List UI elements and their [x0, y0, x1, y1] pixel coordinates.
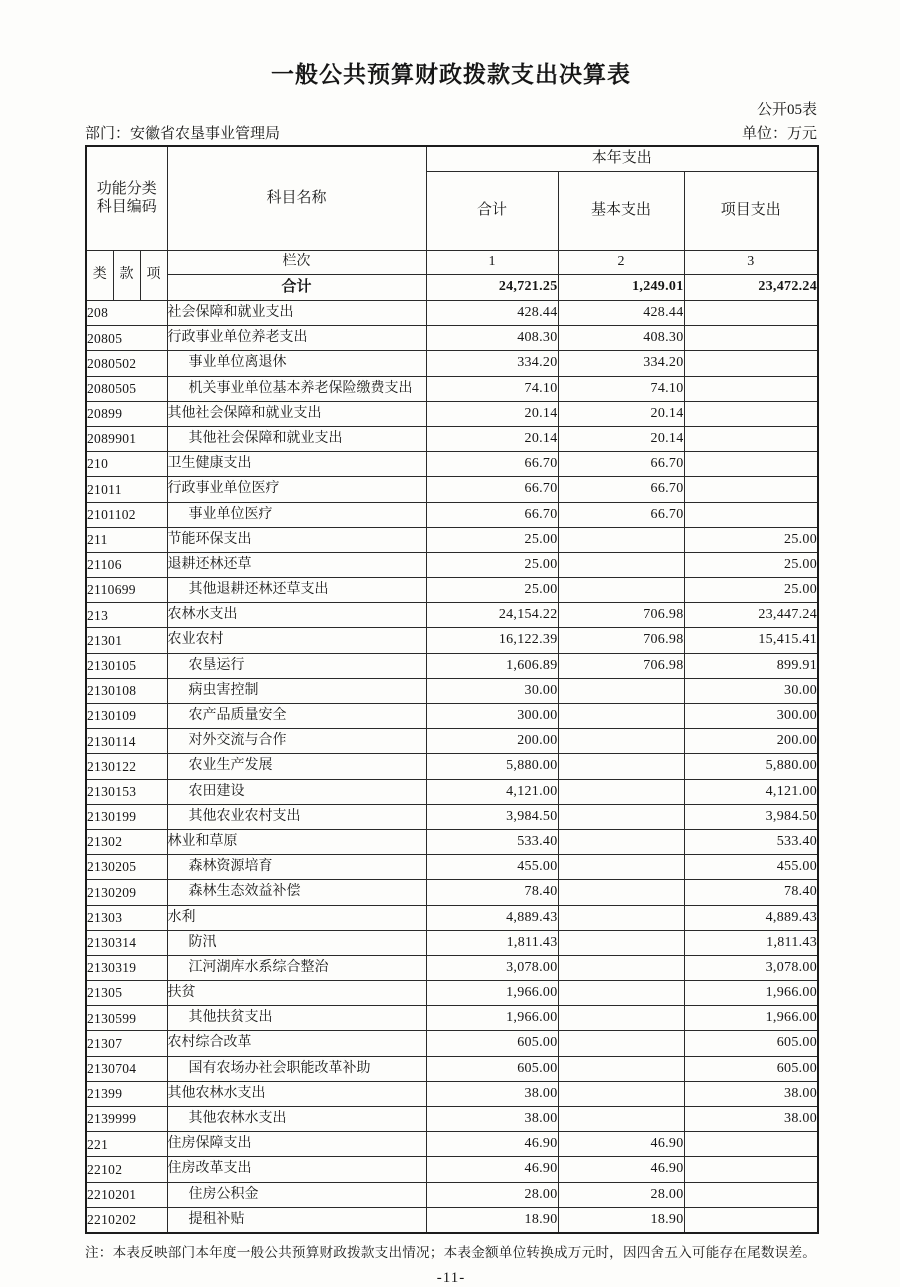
header-code-lei: 类 [86, 251, 113, 301]
unit-label: 单位：万元 [741, 126, 817, 142]
table-row [86, 1031, 818, 1056]
row-total-amount: 4,121.00 [426, 779, 558, 804]
row-code: 2130114 [86, 729, 167, 754]
row-basic-amount [558, 729, 684, 754]
row-code: 2130209 [86, 880, 167, 905]
table-note: 注：本表反映部门本年度一般公共预算财政拨款支出情况；本表金额单位转换成万元时，因四舍五入可能存在尾数误差。 [85, 1244, 817, 1260]
row-code: 2210201 [86, 1182, 167, 1207]
row-basic-amount [558, 527, 684, 552]
row-code: 21303 [86, 905, 167, 930]
row-code: 208 [86, 301, 167, 326]
row-project-amount [684, 301, 818, 326]
row-code: 2130314 [86, 930, 167, 955]
header-subject-name: 科目名称 [167, 146, 426, 251]
row-total-amount: 1,966.00 [426, 1006, 558, 1031]
table-row [86, 527, 818, 552]
lanci-label: 栏次 [167, 251, 426, 275]
row-basic-amount: 66.70 [558, 477, 684, 502]
row-total-amount: 25.00 [426, 578, 558, 603]
row-code: 2130109 [86, 704, 167, 729]
row-total-amount: 25.00 [426, 527, 558, 552]
row-subject-name: 其他社会保障和就业支出 [167, 426, 426, 451]
row-project-amount: 605.00 [684, 1056, 818, 1081]
row-total-amount: 66.70 [426, 452, 558, 477]
table-row [86, 1157, 818, 1182]
row-subject-name: 退耕还林还草 [167, 552, 426, 577]
table-row [86, 628, 818, 653]
table-row [86, 779, 818, 804]
row-subject-name: 水利 [167, 905, 426, 930]
table-row [86, 930, 818, 955]
row-subject-name: 农业农村 [167, 628, 426, 653]
row-basic-amount: 706.98 [558, 628, 684, 653]
lanci-col-2: 2 [558, 251, 684, 275]
table-row [86, 880, 818, 905]
row-basic-amount [558, 829, 684, 854]
row-project-amount [684, 1157, 818, 1182]
header-code-line2: 科目编码 [96, 198, 157, 215]
row-total-amount: 30.00 [426, 678, 558, 703]
row-total-amount: 3,078.00 [426, 955, 558, 980]
table-row [86, 855, 818, 880]
row-code: 2130599 [86, 1006, 167, 1031]
row-total-amount: 300.00 [426, 704, 558, 729]
table-row [86, 603, 818, 628]
table-row [86, 401, 818, 426]
row-subject-name: 节能环保支出 [167, 527, 426, 552]
row-code: 21011 [86, 477, 167, 502]
row-subject-name: 其他扶贫支出 [167, 1006, 426, 1031]
table-row [86, 1182, 818, 1207]
table-body [86, 301, 818, 1233]
row-subject-name: 农垦运行 [167, 653, 426, 678]
row-code: 2101102 [86, 502, 167, 527]
grand-total-basic: 1,249.01 [558, 275, 684, 301]
row-subject-name: 森林生态效益补偿 [167, 880, 426, 905]
table-row [86, 552, 818, 577]
row-basic-amount: 706.98 [558, 653, 684, 678]
table-row [86, 1107, 818, 1132]
header-code-kuan: 款 [113, 251, 140, 301]
row-subject-name: 其他农业农村支出 [167, 804, 426, 829]
row-basic-amount: 706.98 [558, 603, 684, 628]
row-basic-amount: 74.10 [558, 376, 684, 401]
row-subject-name: 社会保障和就业支出 [167, 301, 426, 326]
form-code-label: 公开05表 [756, 102, 817, 118]
header-row-group [86, 146, 818, 172]
row-basic-amount [558, 880, 684, 905]
row-basic-amount: 408.30 [558, 326, 684, 351]
row-total-amount: 605.00 [426, 1056, 558, 1081]
row-project-amount: 1,811.43 [684, 930, 818, 955]
table-row [86, 477, 818, 502]
table-row [86, 351, 818, 376]
row-basic-amount: 428.44 [558, 301, 684, 326]
row-code: 213 [86, 603, 167, 628]
row-project-amount: 4,121.00 [684, 779, 818, 804]
row-project-amount [684, 351, 818, 376]
header-col-project: 项目支出 [684, 172, 818, 251]
row-basic-amount: 334.20 [558, 351, 684, 376]
table-row [86, 301, 818, 326]
table-row [86, 729, 818, 754]
row-total-amount: 46.90 [426, 1157, 558, 1182]
row-project-amount: 605.00 [684, 1031, 818, 1056]
row-code: 210 [86, 452, 167, 477]
row-project-amount [684, 1207, 818, 1233]
row-code: 20805 [86, 326, 167, 351]
row-total-amount: 5,880.00 [426, 754, 558, 779]
row-code: 221 [86, 1132, 167, 1157]
row-basic-amount [558, 1056, 684, 1081]
header-row-lanci [86, 251, 818, 275]
row-basic-amount [558, 955, 684, 980]
row-total-amount: 18.90 [426, 1207, 558, 1233]
row-basic-amount [558, 981, 684, 1006]
row-total-amount: 66.70 [426, 502, 558, 527]
row-project-amount [684, 376, 818, 401]
table-row [86, 326, 818, 351]
row-subject-name: 机关事业单位基本养老保险缴费支出 [167, 376, 426, 401]
row-basic-amount: 66.70 [558, 502, 684, 527]
row-total-amount: 408.30 [426, 326, 558, 351]
row-project-amount: 899.91 [684, 653, 818, 678]
row-total-amount: 4,889.43 [426, 905, 558, 930]
document-content [85, 0, 817, 1287]
page-number: -11- [436, 1269, 466, 1286]
row-subject-name: 行政事业单位养老支出 [167, 326, 426, 351]
table-row [86, 376, 818, 401]
row-total-amount: 38.00 [426, 1107, 558, 1132]
row-subject-name: 住房改革支出 [167, 1157, 426, 1182]
row-subject-name: 农田建设 [167, 779, 426, 804]
row-project-amount [684, 401, 818, 426]
row-code: 2080502 [86, 351, 167, 376]
row-basic-amount [558, 704, 684, 729]
department-label: 部门：安徽省农垦事业管理局 [85, 126, 281, 142]
row-project-amount [684, 502, 818, 527]
row-subject-name: 林业和草原 [167, 829, 426, 854]
row-project-amount [684, 426, 818, 451]
table-row [86, 704, 818, 729]
row-total-amount: 533.40 [426, 829, 558, 854]
row-basic-amount [558, 804, 684, 829]
table-row [86, 426, 818, 451]
row-code: 2130199 [86, 804, 167, 829]
row-subject-name: 事业单位医疗 [167, 502, 426, 527]
header-code-column [86, 146, 167, 251]
row-code: 2130105 [86, 653, 167, 678]
row-subject-name: 行政事业单位医疗 [167, 477, 426, 502]
row-basic-amount: 20.14 [558, 426, 684, 451]
row-code: 21399 [86, 1081, 167, 1106]
row-subject-name: 江河湖库水系综合整治 [167, 955, 426, 980]
row-project-amount: 1,966.00 [684, 1006, 818, 1031]
expenditure-table [85, 145, 819, 1234]
row-subject-name: 农村综合改革 [167, 1031, 426, 1056]
row-total-amount: 1,606.89 [426, 653, 558, 678]
header-current-year-group: 本年支出 [426, 146, 818, 172]
header-code-line1: 功能分类 [96, 181, 157, 198]
row-basic-amount [558, 930, 684, 955]
lanci-col-3: 3 [684, 251, 818, 275]
row-code: 21307 [86, 1031, 167, 1056]
row-project-amount: 23,447.24 [684, 603, 818, 628]
row-subject-name: 病虫害控制 [167, 678, 426, 703]
table-row [86, 1081, 818, 1106]
row-basic-amount [558, 1107, 684, 1132]
row-project-amount: 25.00 [684, 527, 818, 552]
row-code: 2130205 [86, 855, 167, 880]
row-code: 211 [86, 527, 167, 552]
table-row [86, 678, 818, 703]
row-code: 2130704 [86, 1056, 167, 1081]
table-row [86, 905, 818, 930]
grand-total-label: 合计 [167, 275, 426, 301]
header-col-basic: 基本支出 [558, 172, 684, 251]
row-basic-amount: 66.70 [558, 452, 684, 477]
row-project-amount: 3,078.00 [684, 955, 818, 980]
row-project-amount [684, 326, 818, 351]
header-col-total: 合计 [426, 172, 558, 251]
row-basic-amount: 28.00 [558, 1182, 684, 1207]
row-subject-name: 其他社会保障和就业支出 [167, 401, 426, 426]
row-total-amount: 25.00 [426, 552, 558, 577]
row-project-amount: 38.00 [684, 1081, 818, 1106]
row-subject-name: 农林水支出 [167, 603, 426, 628]
table-row [86, 955, 818, 980]
table-row [86, 502, 818, 527]
row-project-amount: 5,880.00 [684, 754, 818, 779]
meta-row [85, 122, 817, 143]
row-code: 2130319 [86, 955, 167, 980]
row-code: 20899 [86, 401, 167, 426]
row-total-amount: 46.90 [426, 1132, 558, 1157]
lanci-col-1: 1 [426, 251, 558, 275]
row-project-amount [684, 1132, 818, 1157]
row-subject-name: 其他退耕还林还草支出 [167, 578, 426, 603]
page-title: 一般公共预算财政拨款支出决算表 [271, 62, 631, 87]
row-total-amount: 334.20 [426, 351, 558, 376]
row-total-amount: 66.70 [426, 477, 558, 502]
row-subject-name: 森林资源培育 [167, 855, 426, 880]
grand-total-total: 24,721.25 [426, 275, 558, 301]
row-project-amount: 200.00 [684, 729, 818, 754]
table-row [86, 578, 818, 603]
row-project-amount: 25.00 [684, 552, 818, 577]
row-basic-amount [558, 905, 684, 930]
row-subject-name: 住房保障支出 [167, 1132, 426, 1157]
row-project-amount: 78.40 [684, 880, 818, 905]
row-basic-amount [558, 754, 684, 779]
row-total-amount: 1,811.43 [426, 930, 558, 955]
row-project-amount: 1,966.00 [684, 981, 818, 1006]
row-subject-name: 其他农林水支出 [167, 1081, 426, 1106]
grand-total-row [86, 275, 818, 301]
row-project-amount: 455.00 [684, 855, 818, 880]
row-project-amount: 15,415.41 [684, 628, 818, 653]
table-row [86, 452, 818, 477]
row-total-amount: 78.40 [426, 880, 558, 905]
row-code: 2130122 [86, 754, 167, 779]
row-total-amount: 1,966.00 [426, 981, 558, 1006]
row-basic-amount [558, 552, 684, 577]
row-code: 2089901 [86, 426, 167, 451]
row-code: 21301 [86, 628, 167, 653]
row-subject-name: 事业单位离退休 [167, 351, 426, 376]
row-subject-name: 对外交流与合作 [167, 729, 426, 754]
table-row [86, 1056, 818, 1081]
row-project-amount: 3,984.50 [684, 804, 818, 829]
row-basic-amount: 46.90 [558, 1132, 684, 1157]
row-project-amount [684, 1182, 818, 1207]
row-project-amount: 30.00 [684, 678, 818, 703]
table-row [86, 754, 818, 779]
row-total-amount: 16,122.39 [426, 628, 558, 653]
row-project-amount: 38.00 [684, 1107, 818, 1132]
row-basic-amount [558, 578, 684, 603]
table-row [86, 829, 818, 854]
row-code: 2080505 [86, 376, 167, 401]
row-basic-amount: 18.90 [558, 1207, 684, 1233]
row-subject-name: 国有农场办社会职能改革补助 [167, 1056, 426, 1081]
table-row [86, 1006, 818, 1031]
row-basic-amount [558, 855, 684, 880]
row-total-amount: 428.44 [426, 301, 558, 326]
row-code: 21305 [86, 981, 167, 1006]
row-subject-name: 防汛 [167, 930, 426, 955]
row-total-amount: 38.00 [426, 1081, 558, 1106]
row-total-amount: 20.14 [426, 401, 558, 426]
row-total-amount: 28.00 [426, 1182, 558, 1207]
row-subject-name: 扶贫 [167, 981, 426, 1006]
header-code-xiang: 项 [140, 251, 167, 301]
row-code: 2110699 [86, 578, 167, 603]
row-basic-amount [558, 779, 684, 804]
row-project-amount: 25.00 [684, 578, 818, 603]
row-subject-name: 农产品质量安全 [167, 704, 426, 729]
row-project-amount: 4,889.43 [684, 905, 818, 930]
row-code: 22102 [86, 1157, 167, 1182]
row-code: 2130153 [86, 779, 167, 804]
row-subject-name: 其他农林水支出 [167, 1107, 426, 1132]
row-total-amount: 20.14 [426, 426, 558, 451]
row-total-amount: 3,984.50 [426, 804, 558, 829]
row-project-amount [684, 452, 818, 477]
table-row [86, 1207, 818, 1233]
grand-total-project: 23,472.24 [684, 275, 818, 301]
row-total-amount: 200.00 [426, 729, 558, 754]
row-total-amount: 455.00 [426, 855, 558, 880]
row-subject-name: 提租补贴 [167, 1207, 426, 1233]
row-basic-amount [558, 1081, 684, 1106]
row-code: 21106 [86, 552, 167, 577]
row-basic-amount [558, 1031, 684, 1056]
row-basic-amount [558, 1006, 684, 1031]
row-code: 21302 [86, 829, 167, 854]
row-total-amount: 74.10 [426, 376, 558, 401]
row-code: 2139999 [86, 1107, 167, 1132]
row-total-amount: 605.00 [426, 1031, 558, 1056]
row-project-amount: 533.40 [684, 829, 818, 854]
row-total-amount: 24,154.22 [426, 603, 558, 628]
row-code: 2210202 [86, 1207, 167, 1233]
row-code: 2130108 [86, 678, 167, 703]
table-row [86, 981, 818, 1006]
row-subject-name: 卫生健康支出 [167, 452, 426, 477]
row-project-amount: 300.00 [684, 704, 818, 729]
row-basic-amount: 46.90 [558, 1157, 684, 1182]
table-row [86, 1132, 818, 1157]
row-project-amount [684, 477, 818, 502]
row-subject-name: 住房公积金 [167, 1182, 426, 1207]
table-row [86, 653, 818, 678]
table-row [86, 804, 818, 829]
row-basic-amount [558, 678, 684, 703]
row-subject-name: 农业生产发展 [167, 754, 426, 779]
row-basic-amount: 20.14 [558, 401, 684, 426]
